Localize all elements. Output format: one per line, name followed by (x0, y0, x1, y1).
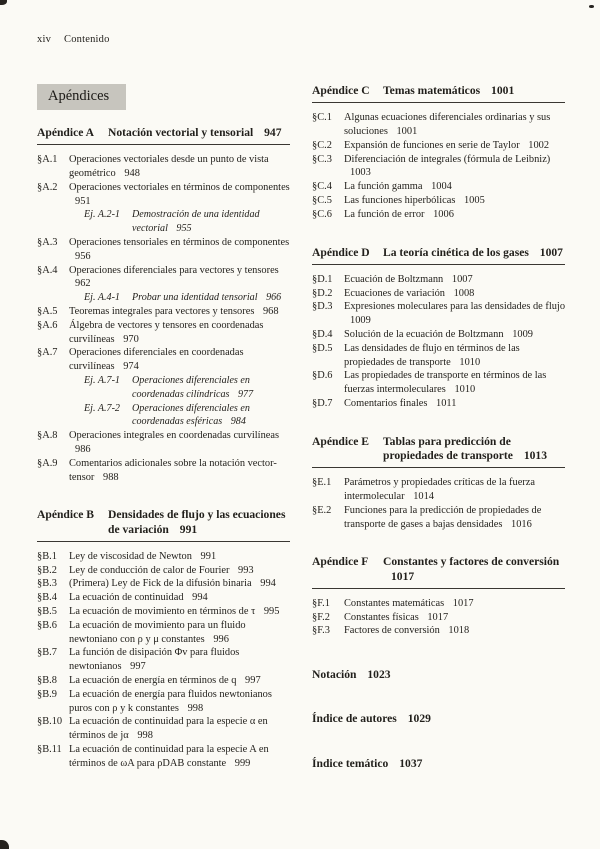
section-page: 991 (179, 522, 198, 536)
entry-page: 966 (266, 292, 282, 304)
entry-page: 1006 (433, 208, 454, 220)
entry-number: Ej. A.7-2 (84, 402, 120, 414)
entry-title: Factores de conversión (344, 625, 440, 637)
toc-entry (37, 457, 290, 485)
entry-title: Ley de viscosidad de Newton (69, 550, 192, 562)
entry-title: Algunas ecuaciones diferenciales ordinarias y sus soluciones (344, 112, 551, 137)
toc-entry (312, 300, 565, 328)
entry-number: §D.1 (312, 273, 333, 285)
entry-title: La ecuación de continuidad (69, 592, 184, 604)
entry-number: §C.5 (312, 194, 332, 206)
apendice-f-heading (312, 555, 565, 588)
entry-title: Teoremas integrales para vectores y tensores (69, 305, 255, 317)
entry-number: §A.2 (37, 181, 58, 193)
entry-number: §A.5 (37, 305, 58, 317)
scan-artifact (0, 840, 9, 849)
standalone-page: 1029 (407, 712, 431, 726)
entry-page: 955 (176, 223, 192, 235)
section-label: Apéndice B (37, 508, 95, 522)
toc-entry (37, 674, 290, 688)
entry-page: 962 (75, 278, 91, 290)
entry-title: Expresiones moleculares para las densidades de flujo (344, 301, 566, 313)
entry-number: §D.3 (312, 301, 333, 313)
entry-number: §A.1 (37, 154, 58, 166)
toc-entry (37, 181, 290, 209)
toc-entry (37, 564, 290, 578)
entry-page: 1008 (453, 287, 475, 299)
entry-number: §A.9 (37, 457, 58, 469)
entry-title: Operaciones diferenciales para vectores y tensores (69, 264, 279, 276)
entry-title: Ecuaciones de variación (344, 287, 445, 299)
entry-page: 1017 (427, 611, 449, 623)
toc-entry (312, 287, 565, 301)
entry-number: §D.6 (312, 370, 333, 382)
entry-title: La ecuación de energía en términos de q (69, 674, 237, 686)
entry-page: 970 (123, 333, 139, 345)
section-title: La teoría cinética de los gases (383, 245, 529, 259)
apendice-b-heading (37, 508, 290, 541)
entry-title: Demostración de una identidad vectorial (132, 209, 260, 235)
entry-number: §F.1 (312, 597, 330, 609)
entry-title: Comentarios adicionales sobre la notación vector-tensor (69, 457, 277, 483)
entry-page: 1017 (452, 597, 474, 609)
entry-number: §C.1 (312, 112, 332, 124)
toc-entry (37, 605, 290, 619)
entry-page: 1003 (350, 167, 371, 179)
entry-title: Parámetros y propiedades críticas de la fuerza intermolecular (344, 477, 535, 502)
entry-number: §D.4 (312, 328, 333, 340)
toc-entry (312, 476, 565, 504)
entry-title: Funciones para la predicción de propiedades de transporte de gases a bajas densidades (344, 504, 542, 530)
entry-page: 951 (75, 195, 91, 207)
section-apendice-a (37, 126, 290, 484)
entry-title: (Primera) Ley de Fick de la difusión binaria (69, 578, 252, 590)
entry-number: §C.4 (312, 181, 332, 193)
section-label: Apéndice C (312, 84, 370, 97)
entry-page: 1011 (436, 397, 457, 409)
toc-entry (37, 264, 290, 292)
apendice-a-heading (37, 126, 290, 145)
standalone-title: Índice de autores (312, 712, 397, 726)
entry-title: La ecuación de continuidad para la especie α en términos de jα (69, 716, 268, 742)
entry-page: 999 (234, 757, 251, 769)
toc-entry (37, 305, 290, 319)
entry-page: 1009 (350, 315, 371, 327)
section-page: 1007 (539, 245, 563, 259)
entry-number: §C.3 (312, 153, 332, 165)
entry-title: Operaciones diferenciales en coordenadas curvilíneas (69, 347, 244, 373)
toc-entry (312, 397, 565, 411)
notacion-heading (312, 668, 565, 682)
section-label: Apéndice A (37, 126, 95, 139)
entry-page: 968 (262, 305, 279, 317)
entry-number: §D.5 (312, 342, 333, 354)
entry-page: 997 (245, 674, 261, 686)
toc-entry (312, 111, 565, 139)
entry-page: 1005 (463, 194, 485, 206)
entry-page: 984 (230, 416, 246, 428)
entry-number: §E.1 (312, 477, 332, 489)
entry-title: Constantes matemáticas (344, 597, 445, 609)
entry-title: La función gamma (344, 181, 423, 193)
entry-title: Operaciones tensoriales en términos de componentes (69, 236, 290, 248)
entry-title: La ecuación de continuidad para la especie A en términos de ωA para ρDAB constante (69, 743, 269, 769)
entry-number: §A.3 (37, 236, 58, 248)
toc-entry (37, 153, 290, 181)
entry-number: §B.11 (37, 743, 62, 755)
entry-number: §B.9 (37, 688, 57, 700)
standalone-page: 1023 (367, 668, 391, 682)
toc-example-entry (37, 208, 290, 236)
entry-number: §B.5 (37, 605, 57, 617)
toc-entry (312, 369, 565, 397)
running-head (37, 34, 110, 45)
entry-page: 1010 (454, 384, 476, 396)
entry-number: §A.8 (37, 430, 58, 442)
section-title: Notación vectorial y tensorial (108, 126, 254, 139)
entry-number: §A.6 (37, 319, 58, 331)
entry-title: La función de disipación Φv para fluidos newtonianos (69, 647, 240, 673)
entry-page: 974 (123, 361, 139, 373)
apendice-c-heading (312, 84, 565, 103)
entry-number: §E.2 (312, 504, 332, 516)
toc-entry (37, 550, 290, 564)
toc-entry (312, 328, 565, 342)
entry-number: §A.4 (37, 264, 58, 276)
entry-title: Comentarios finales (344, 397, 428, 409)
toc-entry (312, 611, 565, 625)
entry-number: §B.8 (37, 674, 57, 686)
entry-number: Ej. A.7-1 (84, 374, 120, 386)
entry-page: 998 (137, 730, 153, 742)
entry-page: 1009 (512, 328, 533, 340)
indice-tematico-heading (312, 757, 565, 771)
section-apendice-e (312, 435, 565, 532)
entry-title: La ecuación de energía para fluidos newtonianos puros con ρ y k constantes (69, 688, 272, 714)
section-page: 1013 (523, 448, 547, 462)
apendice-e-heading (312, 435, 565, 468)
section-label: Apéndice D (312, 245, 370, 259)
entry-title: Ecuación de Boltzmann (344, 273, 444, 285)
entry-title: Operaciones diferenciales en coordenadas cilíndricas (132, 374, 250, 400)
entry-title: Diferenciación de integrales (fórmula de Leibniz) (344, 153, 551, 165)
entry-page: 948 (124, 168, 140, 179)
entry-page: 988 (103, 471, 119, 483)
toc-entry (312, 180, 565, 194)
indice-autores-heading (312, 712, 565, 726)
page-number: xiv (37, 34, 52, 45)
entry-page: 1016 (511, 518, 532, 530)
toc-example-entry (37, 374, 290, 402)
entry-page: 995 (263, 605, 280, 617)
toc-entry (312, 208, 565, 222)
entry-title: Las funciones hiperbólicas (344, 194, 456, 206)
section-title: Tablas para predicción de propiedades de transporte (383, 434, 513, 462)
toc-entry (312, 139, 565, 153)
toc-example-entry (37, 291, 290, 305)
entry-page: 997 (130, 661, 146, 673)
entry-number: §A.7 (37, 347, 58, 359)
entry-page: 998 (187, 702, 204, 714)
section-apendice-f (312, 555, 565, 638)
toc-entry (37, 236, 290, 264)
entry-number: Ej. A.4-1 (84, 292, 120, 304)
toc-entry (312, 504, 565, 532)
section-apendice-c (312, 84, 565, 222)
entry-page: 1002 (528, 139, 550, 151)
toc-entry (37, 646, 290, 674)
section-page: 947 (264, 126, 282, 139)
entry-page: 1001 (396, 126, 418, 137)
entry-number: §B.4 (37, 592, 57, 604)
apendice-d-entries (312, 273, 565, 411)
section-apendice-b (37, 508, 290, 770)
toc-entry (37, 715, 290, 743)
entry-title: Probar una identidad tensorial (132, 292, 258, 304)
section-title: Temas matemáticos (383, 84, 481, 97)
entry-number: §C.2 (312, 139, 332, 151)
apendice-b-entries (37, 550, 290, 771)
entry-number: Ej. A.2-1 (84, 209, 120, 221)
entry-title: Operaciones diferenciales en coordenadas esféricas (132, 402, 250, 428)
entry-title: Las densidades de flujo en términos de las propiedades de transporte (344, 342, 520, 368)
entry-title: La ecuación de movimiento en términos de τ (69, 605, 256, 617)
entry-number: §F.3 (312, 625, 330, 637)
standalone-title: Notación (312, 668, 357, 682)
entry-title: Operaciones integrales en coordenadas curvilíneas (69, 430, 280, 442)
section-label: Apéndice F (312, 555, 369, 569)
apendice-c-entries (312, 111, 565, 221)
toc-entry (37, 591, 290, 605)
entry-page: 993 (238, 564, 254, 576)
standalone-title: Índice temático (312, 756, 389, 770)
entry-title: Operaciones vectoriales desde un punto de vista geométrico (69, 154, 269, 179)
entry-page: 996 (213, 633, 229, 645)
entry-page: 956 (75, 250, 91, 262)
toc-entry (37, 688, 290, 716)
entry-number: §B.10 (37, 716, 63, 728)
entry-page: 994 (192, 592, 208, 604)
entry-title: Las propiedades de transporte en términos de las fuerzas intermoleculares (344, 370, 547, 396)
entry-number: §B.7 (37, 647, 57, 659)
entry-title: La función de error (344, 208, 425, 220)
left-column (37, 84, 290, 794)
entry-title: Operaciones vectoriales en términos de componentes (69, 181, 290, 193)
apendice-a-entries (37, 153, 290, 484)
entry-title: Constantes físicas (344, 611, 419, 623)
toc-entry (312, 153, 565, 181)
entry-page: 977 (238, 388, 254, 400)
entry-page: 994 (260, 578, 276, 590)
entry-page: 991 (200, 550, 217, 562)
toc-entry (312, 624, 565, 638)
toc-entry (37, 743, 290, 771)
entry-title: Expansión de funciones en serie de Taylor (344, 139, 520, 151)
section-page: 1017 (391, 569, 415, 583)
entry-page: 1014 (413, 490, 434, 502)
toc-entry (312, 194, 565, 208)
apendice-d-heading (312, 246, 565, 265)
entry-number: §B.2 (37, 564, 57, 576)
apendice-f-entries (312, 597, 565, 638)
apendice-e-entries (312, 476, 565, 531)
running-head-title: Contenido (64, 34, 110, 45)
section-title: Constantes y factores de conversión (383, 555, 560, 569)
entry-title: Solución de la ecuación de Boltzmann (344, 328, 504, 340)
right-column (312, 84, 565, 794)
toc-entry (37, 429, 290, 457)
appendices-banner: Apéndices (37, 84, 126, 110)
entry-page: 1018 (448, 625, 470, 637)
section-label: Apéndice E (312, 434, 370, 448)
toc-entry (37, 619, 290, 647)
section-apendice-d (312, 246, 565, 411)
toc-entry (312, 597, 565, 611)
scan-artifact (0, 0, 7, 5)
contents-columns (37, 84, 565, 794)
toc-entry (37, 577, 290, 591)
section-page: 1001 (491, 84, 515, 97)
entry-page: 1010 (459, 356, 481, 368)
entry-number: §B.1 (37, 550, 57, 562)
section-title: Densidades de flujo y las ecuaciones de variación (108, 508, 286, 536)
toc-entry (37, 319, 290, 347)
entry-title: Ley de conducción de calor de Fourier (69, 564, 230, 576)
entry-number: §D.7 (312, 397, 333, 409)
toc-entry (37, 346, 290, 374)
entry-title: La ecuación de movimiento para un fluido newtoniano con ρ y μ constantes (69, 619, 246, 645)
entry-number: §F.2 (312, 611, 330, 623)
toc-example-entry (37, 402, 290, 430)
entry-number: §B.3 (37, 578, 57, 590)
toc-entry (312, 273, 565, 287)
scan-artifact (589, 5, 594, 8)
entry-number: §B.6 (37, 619, 57, 631)
entry-page: 986 (75, 443, 91, 455)
toc-entry (312, 342, 565, 370)
entry-number: §D.2 (312, 287, 333, 299)
entry-title: Álgebra de vectores y tensores en coordenadas curvilíneas (69, 319, 264, 345)
entry-page: 1004 (431, 181, 452, 193)
entry-number: §C.6 (312, 208, 332, 220)
entry-page: 1007 (451, 273, 473, 285)
standalone-page: 1037 (399, 756, 423, 770)
